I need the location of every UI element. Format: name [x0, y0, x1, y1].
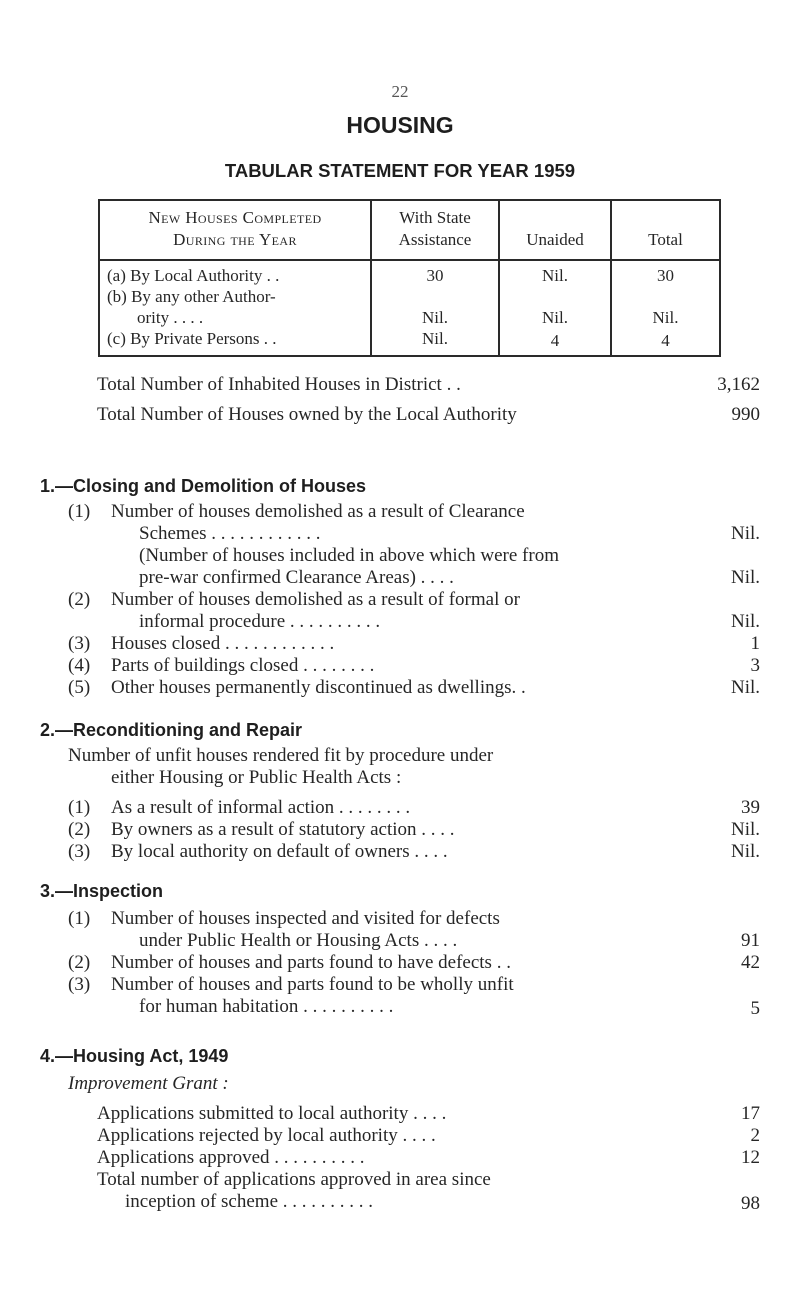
item-text: Applications approved . . . . . . . . . .	[97, 1147, 365, 1168]
table-cell-total: 4	[661, 331, 670, 350]
table-cell-total: 30	[657, 266, 674, 285]
table-right-rule	[719, 199, 721, 356]
item-number: (4)	[68, 655, 91, 676]
item-text: pre-war confirmed Clearance Areas) . . . .	[139, 567, 454, 588]
item-text: Parts of buildings closed . . . . . . . .	[111, 655, 375, 676]
item-value: 3	[750, 655, 760, 676]
table-row-label: (a) By Local Authority . .	[107, 266, 280, 285]
total-inhabited-value: 3,162	[717, 374, 760, 395]
item-text: As a result of informal action . . . . . . . .	[111, 797, 411, 818]
item-value: 42	[741, 952, 760, 973]
item-text: Number of houses demolished as a result of Clearance	[111, 501, 525, 522]
table-row-label: (c) By Private Persons . .	[107, 329, 277, 348]
item-number: (3)	[68, 841, 91, 862]
header-total: Total	[648, 230, 683, 249]
item-text: Number of houses and parts found to have defects . .	[111, 952, 511, 973]
total-inhabited-label: Total Number of Inhabited Houses in District . .	[97, 374, 461, 395]
item-value: Nil.	[730, 567, 760, 588]
item-value: 98	[741, 1193, 760, 1214]
section-intro: Number of unfit houses rendered fit by procedure under	[68, 745, 494, 766]
table-header-rule	[98, 259, 721, 261]
item-text: Number of houses demolished as a result of formal or	[111, 589, 520, 610]
item-value: 17	[741, 1103, 760, 1124]
table-cell-unaided: 4	[550, 331, 560, 350]
item-text: inception of scheme . . . . . . . . . .	[125, 1191, 374, 1212]
table-row-label-continued: ority . . . .	[137, 308, 204, 327]
item-value: Nil.	[730, 523, 760, 544]
table-bottom-rule	[98, 355, 721, 357]
item-value: Nil.	[730, 819, 760, 840]
table-cell-state: Nil.	[422, 308, 448, 327]
item-number: (3)	[68, 633, 91, 654]
page-number: 22	[391, 82, 409, 101]
section-intro: either Housing or Public Health Acts :	[111, 767, 402, 788]
item-text: (Number of houses included in above which were from	[139, 545, 559, 566]
header-new-houses: New Houses Completed During the Year	[148, 208, 322, 249]
item-text: Applications submitted to local authority . . . .	[97, 1103, 447, 1124]
item-value: Nil.	[730, 611, 760, 632]
item-number: (1)	[68, 908, 91, 929]
table-cell-state: Nil.	[422, 329, 448, 348]
section-heading: 2.—Reconditioning and Repair	[40, 720, 303, 740]
item-text: under Public Health or Housing Acts . . . .	[139, 930, 458, 951]
item-text: for human habitation . . . . . . . . . .	[139, 996, 394, 1017]
item-number: (1)	[68, 501, 91, 522]
table-cell-state: 30	[426, 266, 444, 285]
table-top-rule	[98, 199, 721, 201]
item-number: (2)	[68, 589, 91, 610]
item-number: (5)	[68, 677, 91, 698]
item-value: 39	[741, 797, 760, 818]
item-number: (2)	[68, 952, 91, 973]
item-value: Nil.	[730, 841, 760, 862]
item-text: Houses closed . . . . . . . . . . . .	[111, 633, 335, 654]
section-heading: 3.—Inspection	[40, 881, 164, 901]
item-value: 2	[750, 1125, 760, 1146]
item-value: 1	[750, 633, 760, 654]
page-title: HOUSING	[346, 112, 454, 138]
section-heading: 4.—Housing Act, 1949	[40, 1046, 229, 1066]
item-text: Number of houses inspected and visited for defects	[111, 908, 500, 929]
total-owned-value: 990	[731, 404, 760, 425]
item-value: Nil.	[730, 677, 760, 698]
item-number: (1)	[68, 797, 91, 818]
item-number: (3)	[68, 974, 91, 995]
item-value: 12	[741, 1147, 760, 1168]
item-value: 91	[741, 930, 760, 951]
section-heading: 1.—Closing and Demolition of Houses	[40, 476, 367, 496]
item-text: By local authority on default of owners . . . .	[111, 841, 448, 862]
header-unaided: Unaided	[526, 230, 584, 249]
item-text: Other houses permanently discontinued as dwellings. .	[111, 677, 526, 698]
item-text: Schemes . . . . . . . . . . . .	[139, 523, 321, 544]
item-number: (2)	[68, 819, 91, 840]
item-text: By owners as a result of statutory action . . . .	[111, 819, 455, 840]
item-text: Number of houses and parts found to be wholly unfit	[111, 974, 514, 995]
item-value: 5	[750, 998, 760, 1019]
item-text: Total number of applications approved in area since	[97, 1169, 491, 1190]
page-subtitle: TABULAR STATEMENT FOR YEAR 1959	[224, 160, 576, 181]
section-subheading: Improvement Grant :	[68, 1073, 229, 1094]
item-text: Applications rejected by local authority . . . .	[97, 1125, 436, 1146]
total-owned-label: Total Number of Houses owned by the Local Authority	[97, 404, 517, 425]
table-row-label: (b) By any other Author-	[107, 287, 276, 306]
table-cell-unaided: Nil.	[542, 266, 568, 285]
table-cell-total: Nil.	[652, 308, 679, 327]
item-text: informal procedure . . . . . . . . . .	[139, 611, 381, 632]
header-state-assistance: With State Assistance	[398, 208, 472, 249]
table-cell-unaided: Nil.	[542, 308, 568, 327]
